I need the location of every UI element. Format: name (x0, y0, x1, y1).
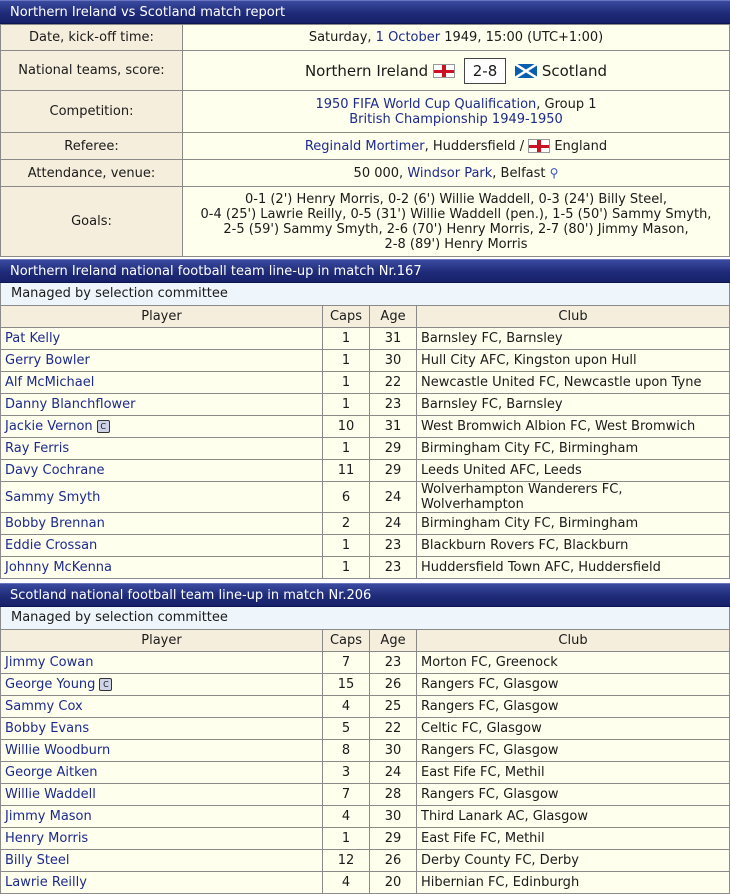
player-row (1, 784, 730, 806)
date-suffix: 1949, 15:00 (UTC+1:00) (440, 30, 604, 45)
player-row (1, 740, 730, 762)
goals-line: 2-8 (89') Henry Morris (384, 236, 528, 252)
age-cell: 24 (370, 513, 417, 535)
player-link[interactable]: Jimmy Mason (5, 809, 92, 824)
column-header-caps: Caps (323, 306, 370, 328)
map-pin-icon[interactable]: ⚲ (549, 165, 559, 180)
player-link[interactable]: Davy Cochrane (5, 463, 105, 478)
player-row (1, 372, 730, 394)
age-cell: 26 (370, 674, 417, 696)
club-cell: Newcastle United FC, Newcastle upon Tyne (417, 372, 730, 394)
caps-cell: 1 (323, 828, 370, 850)
player-cell (1, 872, 323, 894)
caps-cell: 4 (323, 806, 370, 828)
teams-value (183, 51, 730, 91)
age-cell: 25 (370, 696, 417, 718)
age-cell: 30 (370, 350, 417, 372)
player-cell (1, 806, 323, 828)
club-cell: Huddersfield Town AFC, Huddersfield (417, 557, 730, 579)
caps-cell: 11 (323, 460, 370, 482)
club-cell: East Fife FC, Methil (417, 828, 730, 850)
column-header-club: Club (417, 630, 730, 652)
age-cell: 22 (370, 372, 417, 394)
venue-city: , Belfast (492, 165, 546, 181)
competition-value (183, 91, 730, 133)
caps-cell: 1 (323, 557, 370, 579)
caps-cell: 7 (323, 784, 370, 806)
age-cell: 24 (370, 762, 417, 784)
player-row (1, 718, 730, 740)
player-link[interactable]: Pat Kelly (5, 331, 61, 346)
age-cell: 29 (370, 828, 417, 850)
player-cell (1, 350, 323, 372)
player-cell (1, 328, 323, 350)
column-header-player: Player (1, 306, 323, 328)
player-row (1, 350, 730, 372)
player-link[interactable]: Willie Waddell (5, 787, 96, 802)
player-link[interactable]: Gerry Bowler (5, 353, 90, 368)
player-cell (1, 394, 323, 416)
club-cell: Rangers FC, Glasgow (417, 784, 730, 806)
age-cell: 28 (370, 784, 417, 806)
club-cell: Birmingham City FC, Birmingham (417, 513, 730, 535)
goals-line: 0-4 (25') Lawrie Reilly, 0-5 (31') Willie Waddell (pen.), 1-5 (50') Sammy Smyth, (200, 206, 712, 222)
age-cell: 23 (370, 535, 417, 557)
referee-label: Referee: (1, 133, 183, 160)
caps-cell: 1 (323, 535, 370, 557)
player-row (1, 762, 730, 784)
caps-cell: 15 (323, 674, 370, 696)
club-cell: Hibernian FC, Edinburgh (417, 872, 730, 894)
player-link[interactable]: Eddie Crossan (5, 538, 98, 553)
player-cell (1, 740, 323, 762)
player-link[interactable]: Alf McMichael (5, 375, 95, 390)
player-link[interactable]: Sammy Cox (5, 699, 83, 714)
caps-cell: 1 (323, 328, 370, 350)
age-cell: 22 (370, 718, 417, 740)
player-link[interactable]: Henry Morris (5, 831, 89, 846)
date-link[interactable]: 1 October (375, 30, 441, 45)
club-cell: Rangers FC, Glasgow (417, 740, 730, 762)
away-team: Scotland (541, 61, 608, 80)
referee-city: , Huddersfield / (424, 138, 529, 154)
player-cell (1, 438, 323, 460)
caps-cell: 1 (323, 438, 370, 460)
caps-cell: 7 (323, 652, 370, 674)
date-label: Date, kick-off time: (1, 25, 183, 51)
column-header-age: Age (370, 306, 417, 328)
player-cell (1, 416, 323, 438)
player-link[interactable]: Bobby Brennan (5, 516, 105, 531)
player-link[interactable]: Johnny McKenna (5, 560, 113, 575)
club-cell: West Bromwich Albion FC, West Bromwich (417, 416, 730, 438)
player-cell (1, 460, 323, 482)
age-cell: 30 (370, 740, 417, 762)
age-cell: 29 (370, 438, 417, 460)
player-row (1, 513, 730, 535)
club-cell: Morton FC, Greenock (417, 652, 730, 674)
date-prefix: Saturday, (308, 30, 376, 45)
caps-cell: 4 (323, 696, 370, 718)
club-cell: Third Lanark AC, Glasgow (417, 806, 730, 828)
player-row (1, 872, 730, 894)
away-lineup-title: Scotland national football team line-up in match Nr.206 (0, 583, 730, 607)
age-cell: 30 (370, 806, 417, 828)
attendance-number: 50 000, (353, 165, 408, 181)
player-row (1, 828, 730, 850)
club-cell: Blackburn Rovers FC, Blackburn (417, 535, 730, 557)
club-cell: East Fife FC, Methil (417, 762, 730, 784)
player-link[interactable]: Jimmy Cowan (5, 655, 94, 670)
player-row (1, 535, 730, 557)
player-row (1, 328, 730, 350)
player-link[interactable]: Danny Blanchflower (5, 397, 136, 412)
home-managed-by: Managed by selection committee (0, 283, 730, 305)
player-cell (1, 696, 323, 718)
age-cell: 26 (370, 850, 417, 872)
age-cell: 23 (370, 652, 417, 674)
player-link[interactable]: George Aitken (5, 765, 98, 780)
caps-cell: 12 (323, 850, 370, 872)
club-cell: Birmingham City FC, Birmingham (417, 438, 730, 460)
scotland-flag-icon (515, 64, 537, 78)
column-header-caps: Caps (323, 630, 370, 652)
referee-country: England (554, 138, 608, 154)
date-value (183, 25, 730, 51)
goals-line: 0-1 (2') Henry Morris, 0-2 (6') Willie Waddell, 0-3 (24') Billy Steel, (245, 191, 667, 207)
player-cell (1, 784, 323, 806)
away-lineup-table (0, 629, 730, 894)
player-row (1, 652, 730, 674)
goals-line: 2-5 (59') Sammy Smyth, 2-6 (70') Henry Morris, 2-7 (80') Jimmy Mason, (223, 221, 689, 237)
club-cell: Celtic FC, Glasgow (417, 718, 730, 740)
player-cell (1, 762, 323, 784)
caps-cell: 8 (323, 740, 370, 762)
club-cell: Wolverhampton Wanderers FC, Wolverhampton (417, 482, 730, 513)
away-managed-by: Managed by selection committee (0, 607, 730, 629)
column-header-age: Age (370, 630, 417, 652)
competition-label: Competition: (1, 91, 183, 133)
caps-cell: 1 (323, 372, 370, 394)
player-cell (1, 674, 323, 696)
age-cell: 31 (370, 416, 417, 438)
score-box: 2-8 (464, 58, 507, 84)
captain-icon: C (99, 678, 112, 691)
player-cell (1, 513, 323, 535)
player-row (1, 850, 730, 872)
player-link[interactable]: Bobby Evans (5, 721, 90, 736)
competition-group: , Group 1 (536, 96, 597, 112)
england-flag-icon (433, 64, 455, 78)
caps-cell: 1 (323, 350, 370, 372)
caps-cell: 6 (323, 482, 370, 513)
attendance-value (183, 160, 730, 187)
age-cell: 23 (370, 394, 417, 416)
club-cell: Derby County FC, Derby (417, 850, 730, 872)
player-link[interactable]: Billy Steel (5, 853, 70, 868)
player-cell (1, 372, 323, 394)
player-link[interactable]: George Young (5, 677, 96, 692)
player-cell (1, 557, 323, 579)
caps-cell: 4 (323, 872, 370, 894)
home-team: Northern Ireland (304, 61, 429, 80)
player-row (1, 394, 730, 416)
player-link[interactable]: Jackie Vernon (5, 419, 93, 434)
caps-cell: 3 (323, 762, 370, 784)
player-row (1, 482, 730, 513)
player-cell (1, 482, 323, 513)
referee-link[interactable]: Reginald Mortimer (304, 138, 425, 154)
player-row (1, 557, 730, 579)
player-cell (1, 535, 323, 557)
referee-value (183, 133, 730, 160)
home-lineup-title: Northern Ireland national football team line-up in match Nr.167 (0, 259, 730, 283)
competition-link-british-championship[interactable]: British Championship 1949-1950 (349, 111, 563, 127)
attendance-label: Attendance, venue: (1, 160, 183, 187)
captain-icon: C (97, 420, 110, 433)
england-flag-icon (528, 139, 550, 153)
venue-link[interactable]: Windsor Park (407, 165, 493, 181)
age-cell: 31 (370, 328, 417, 350)
goals-label: Goals: (1, 187, 183, 257)
column-header-club: Club (417, 306, 730, 328)
player-cell (1, 828, 323, 850)
column-header-player: Player (1, 630, 323, 652)
match-info-table (0, 24, 730, 257)
age-cell: 20 (370, 872, 417, 894)
age-cell: 29 (370, 460, 417, 482)
club-cell: Hull City AFC, Kingston upon Hull (417, 350, 730, 372)
competition-link-world-cup[interactable]: 1950 FIFA World Cup Qualification (315, 96, 537, 112)
player-row (1, 696, 730, 718)
player-link[interactable]: Willie Woodburn (5, 743, 111, 758)
player-cell (1, 850, 323, 872)
age-cell: 23 (370, 557, 417, 579)
caps-cell: 1 (323, 394, 370, 416)
caps-cell: 10 (323, 416, 370, 438)
player-link[interactable]: Ray Ferris (5, 441, 70, 456)
caps-cell: 5 (323, 718, 370, 740)
player-row (1, 416, 730, 438)
player-cell (1, 718, 323, 740)
club-cell: Barnsley FC, Barnsley (417, 328, 730, 350)
player-row (1, 806, 730, 828)
teams-label: National teams, score: (1, 51, 183, 91)
player-link[interactable]: Lawrie Reilly (5, 875, 87, 890)
home-lineup-table (0, 305, 730, 579)
caps-cell: 2 (323, 513, 370, 535)
club-cell: Rangers FC, Glasgow (417, 696, 730, 718)
club-cell: Leeds United AFC, Leeds (417, 460, 730, 482)
club-cell: Rangers FC, Glasgow (417, 674, 730, 696)
page-title: Northern Ireland vs Scotland match report (0, 0, 730, 24)
goals-value (183, 187, 730, 257)
player-row (1, 438, 730, 460)
club-cell: Barnsley FC, Barnsley (417, 394, 730, 416)
player-row (1, 674, 730, 696)
player-cell (1, 652, 323, 674)
player-link[interactable]: Sammy Smyth (5, 489, 101, 505)
player-row (1, 460, 730, 482)
age-cell: 24 (370, 482, 417, 513)
